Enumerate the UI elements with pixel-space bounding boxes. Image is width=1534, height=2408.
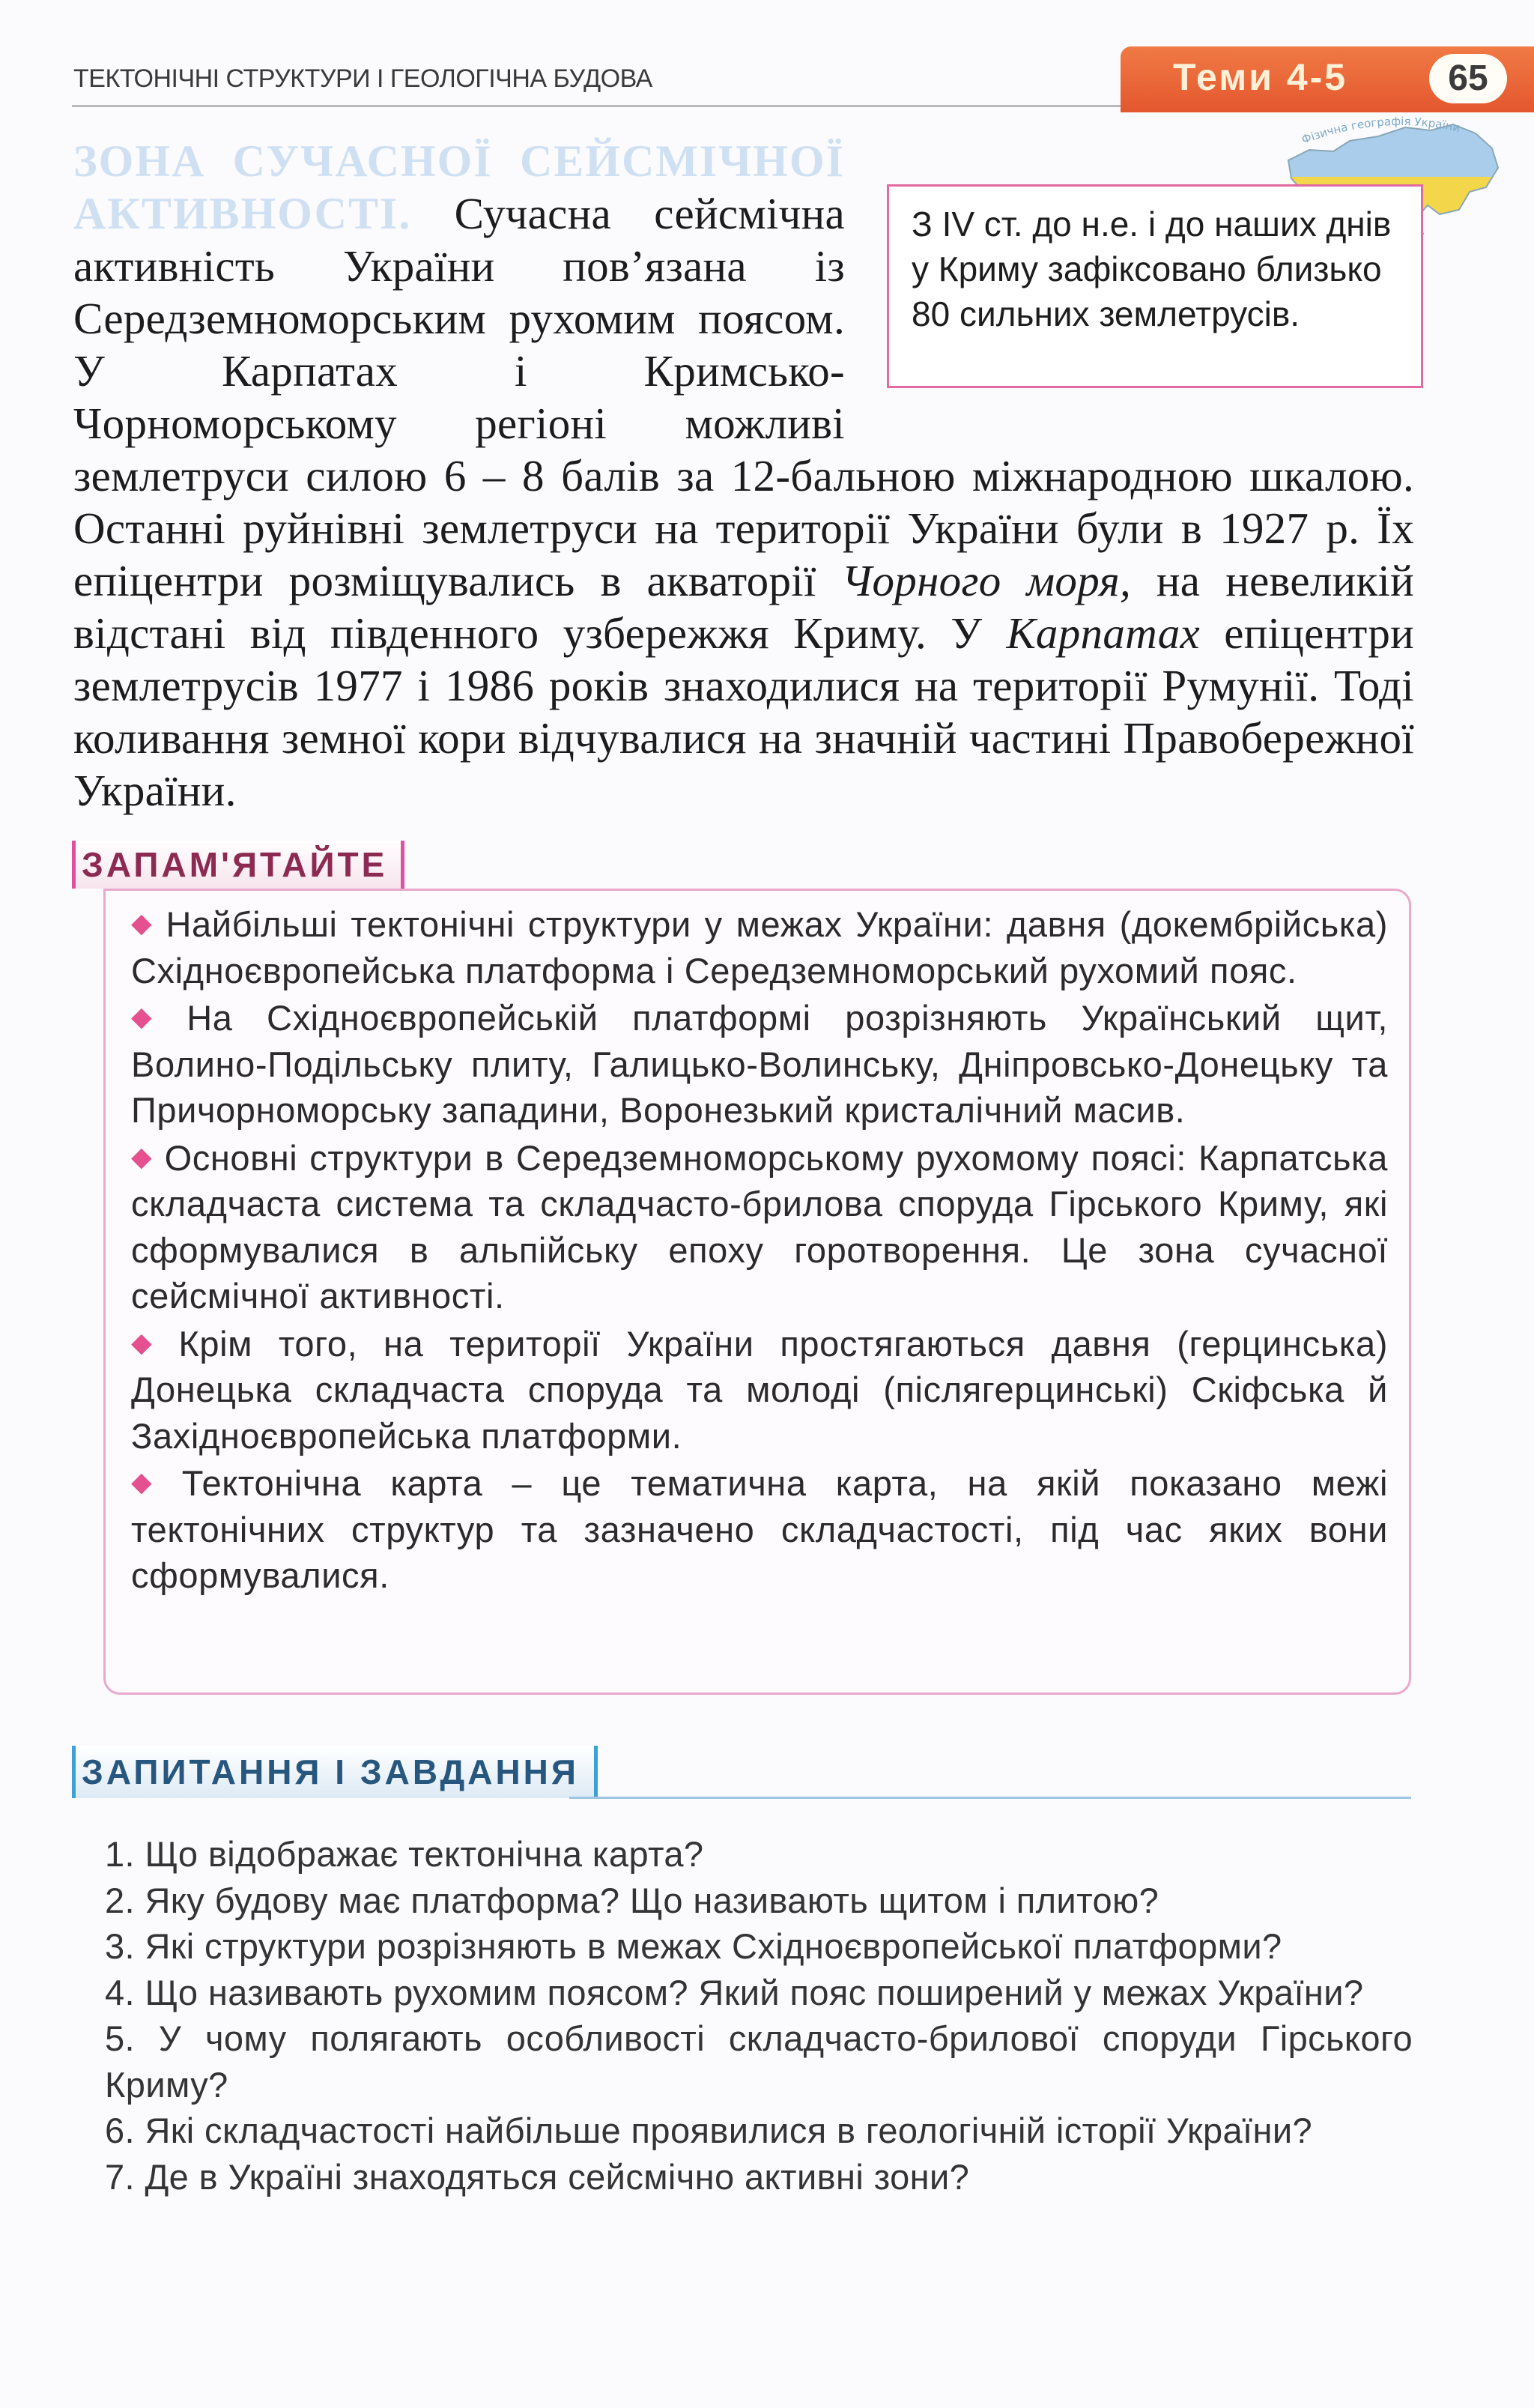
question-item: 3. Які структури розрізняють в межах Східноєвропейської платформи? (105, 1926, 1282, 1966)
remember-item: ◆ Тектонічна карта – це тематична карта, на якій показано межі тектонічних структур та зазначено складчастості, під час яких вони сформувалися. (131, 1463, 1389, 1595)
question-item: 7. Де в Україні знаходяться сейсмічно активні зони? (105, 2156, 970, 2197)
bullet-diamond-icon: ◆ (131, 1466, 172, 1497)
intro-text-mid: на невеликій відстані від південного узбережжя Криму. У (73, 556, 1414, 658)
intro-text-end: епіцентри землетрусів 1977 і 1986 років знаходилися на території Румунії. Тоді коливання земної кори відчувалися на значній частині Правобережної України. (73, 608, 1414, 815)
questions-label: ЗАПИТАННЯ І ЗАВДАННЯ (72, 1746, 598, 1798)
question-item: 6. Які складчастості найбільше проявилися в геологічній історії України? (105, 2111, 1313, 2150)
fact-box-text: З IV ст. до н.е. і до наших днів у Криму зафіксовано близько 80 сильних землетрусів. (912, 205, 1392, 333)
bullet-diamond-icon: ◆ (131, 907, 156, 938)
question-item: 5. У чому полягають особливості складчасто-брилової споруди Гірського Криму? (105, 2018, 1413, 2105)
intro-italic-sea: Чорного моря, (841, 556, 1132, 605)
question-item: 4. Що називають рухомим поясом? Який пояс поширений у межах України? (105, 1972, 1364, 2012)
remember-item: ◆ Найбільші тектонічні структури у межах України: давня (докембрійська) Східноєвропейська платформа і Середземноморський рухомий пояс. (131, 904, 1388, 990)
remember-box (103, 889, 1411, 1695)
bullet-diamond-icon: ◆ (131, 1326, 169, 1358)
running-title: ТЕКТОНІЧНІ СТРУКТУРИ І ГЕОЛОГІЧНА БУДОВА (73, 64, 652, 93)
intro-italic-carpathians: Карпатах (1006, 608, 1201, 658)
question-item: 1. Що відображає тектонічна карта? (105, 1834, 704, 1874)
intro-text-start: Сучасна сейсмічна активність України пов’язана із Середземноморським рухомим поясом. У Карпатах і Кримсько-Чорноморському регіоні можливі землетруси силою 6 – 8 балів за 12-бальною міжнародною шкалою. Останні руйнівні землетруси на території України були в 1927 р. Їх епіцентри розміщувались в акваторії (73, 189, 1414, 605)
question-item: 2. Яку будову має платформа? Що називають щитом і плитою? (105, 1880, 1159, 1920)
fact-box (887, 184, 1423, 388)
header-divider (72, 105, 1128, 107)
page-number: 65 (1429, 54, 1507, 103)
remember-item: ◆ Крім того, на території України простягаються давня (герцинська) Донецька складчаста споруда та молоді (післягерцинські) Скіфська й Західноєвропейська платформи. (131, 1323, 1388, 1456)
topic-tab (1121, 46, 1534, 112)
remember-item: ◆ На Східноєвропейській платформі розрізняють Український щит, Волино-Подільську плиту, Галицько-Волинську, Дніпровсько-Донецьку та Причорноморську западини, Воронезький кристалічний масив. (131, 998, 1388, 1130)
questions-list (105, 1831, 1413, 2200)
topic-tab-label: Теми 4-5 (1173, 56, 1348, 98)
bullet-diamond-icon: ◆ (131, 1140, 154, 1172)
remember-label: ЗАПАМ'ЯТАЙТЕ (72, 841, 404, 889)
bullet-diamond-icon: ◆ (131, 1001, 177, 1032)
map-caption: Фізична географія України (1300, 114, 1462, 147)
questions-divider (569, 1797, 1411, 1799)
remember-item: ◆ Основні структури в Середземноморському рухомому поясі: Карпатська складчаста система та складчасто-брилова споруда Гірського Криму, які сформувалися в альпійську епоху горотворення. Це зона сучасної сейсмічної активності. (131, 1137, 1388, 1316)
section-heading: ЗОНА СУЧАСНОЇ СЕЙСМІЧНОЇ АКТИВНОСТІ. (73, 136, 845, 238)
